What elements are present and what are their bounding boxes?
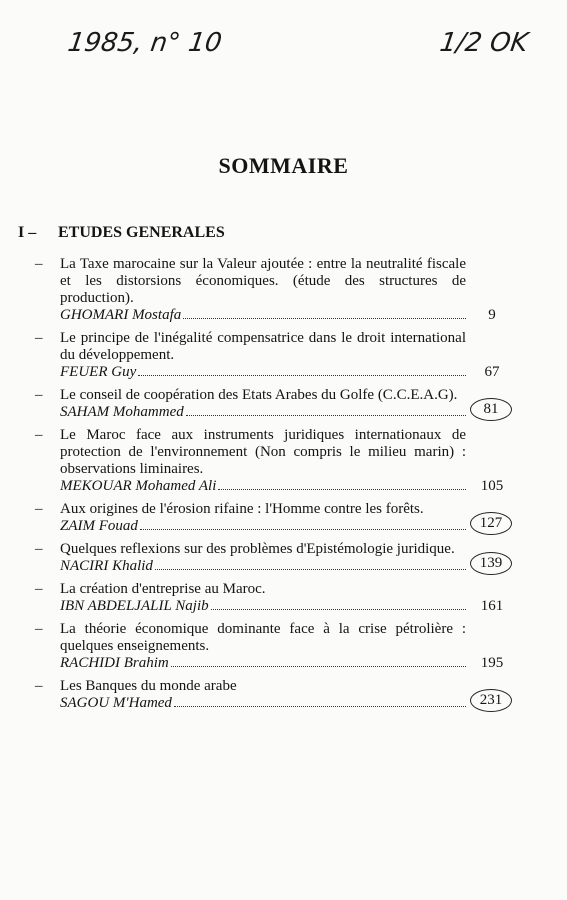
entry-title: Quelques reflexions sur des problèmes d'Epistémologie juridique. bbox=[60, 541, 455, 557]
dot-leader bbox=[138, 375, 466, 376]
toc-entry bbox=[35, 621, 504, 672]
entry-author-line bbox=[60, 307, 466, 324]
entry-title: Aux origines de l'érosion rifaine : l'Homme contre les forêts. bbox=[60, 501, 424, 517]
dot-leader bbox=[171, 666, 466, 667]
page-title: SOMMAIRE bbox=[218, 153, 349, 178]
entry-author: SAHAM Mohammed bbox=[60, 404, 184, 420]
entry-author: NACIRI Khalid bbox=[60, 558, 153, 574]
entry-author: IBN ABDELJALIL Najib bbox=[60, 598, 209, 614]
entry-dash: – bbox=[35, 541, 43, 557]
entry-title: La théorie économique dominante face à la crise pétrolière : quelques enseignements. bbox=[60, 621, 466, 654]
entry-dash: – bbox=[35, 427, 43, 443]
entry-author-line bbox=[60, 598, 466, 615]
entry-author: SAGOU M'Hamed bbox=[60, 695, 172, 711]
dot-leader bbox=[174, 706, 466, 707]
entry-title: La Taxe marocaine sur la Valeur ajoutée : entre la neutralité fiscale et les distorsions économiques. (étude des structures de production). bbox=[60, 256, 466, 306]
entry-author-line bbox=[60, 558, 466, 575]
entry-page: 9 bbox=[488, 307, 496, 323]
entry-author: GHOMARI Mostafa bbox=[60, 307, 182, 323]
entry-page: 127 bbox=[470, 512, 512, 535]
entry-author: MEKOUAR Mohamed Ali bbox=[60, 478, 217, 494]
dot-leader bbox=[183, 318, 466, 319]
dot-leader bbox=[211, 609, 466, 610]
entry-dash: – bbox=[35, 387, 43, 403]
handwritten-issue-note: 1985, n° 10 bbox=[65, 28, 224, 58]
entry-author: RACHIDI Brahim bbox=[60, 655, 169, 671]
toc-entry bbox=[35, 581, 504, 615]
entry-author-line bbox=[60, 695, 466, 712]
dot-leader bbox=[155, 569, 466, 570]
toc-entry bbox=[35, 541, 503, 575]
entry-title: Les Banques du monde arabe bbox=[60, 678, 237, 694]
handwritten-check-note: 1/2 OK bbox=[437, 28, 530, 58]
entry-author-line bbox=[60, 655, 466, 672]
entry-author-line bbox=[60, 364, 466, 381]
entry-page: 195 bbox=[480, 655, 504, 671]
section-title: ETUDES GENERALES bbox=[58, 224, 225, 241]
entry-dash: – bbox=[35, 330, 43, 346]
toc-entry bbox=[35, 427, 504, 495]
entry-page: 81 bbox=[470, 398, 512, 421]
toc-entry bbox=[35, 330, 500, 381]
entry-dash: – bbox=[35, 501, 43, 517]
entry-title: La création d'entreprise au Maroc. bbox=[60, 581, 266, 597]
entry-title: Le principe de l'inégalité compensatrice dans le droit international du développement. bbox=[60, 330, 466, 363]
entry-dash: – bbox=[35, 581, 43, 597]
entry-author-line bbox=[60, 518, 466, 535]
entry-page: 67 bbox=[484, 364, 500, 380]
section-heading bbox=[18, 224, 225, 242]
entry-page: 139 bbox=[470, 552, 512, 575]
table-of-contents bbox=[0, 256, 567, 718]
toc-entry bbox=[35, 256, 496, 324]
toc-entry bbox=[35, 501, 503, 535]
section-number: I – bbox=[18, 224, 37, 241]
dot-leader bbox=[140, 529, 466, 530]
entry-page: 161 bbox=[480, 598, 504, 614]
entry-author: ZAIM Fouad bbox=[60, 518, 138, 534]
entry-author: FEUER Guy bbox=[60, 364, 137, 380]
entry-title: Le Maroc face aux instruments juridiques internationaux de protection de l'environnement (Non compris le milieu marin) : observations liminaires. bbox=[60, 427, 466, 477]
entry-dash: – bbox=[35, 678, 43, 694]
entry-title: Le conseil de coopération des Etats Arabes du Golfe (C.C.E.A.G). bbox=[60, 387, 458, 403]
dot-leader bbox=[186, 415, 466, 416]
entry-author-line bbox=[60, 404, 466, 421]
entry-author-line bbox=[60, 478, 466, 495]
entry-page: 105 bbox=[480, 478, 504, 494]
dot-leader bbox=[218, 489, 466, 490]
toc-entry bbox=[35, 678, 503, 712]
entry-page: 231 bbox=[470, 689, 512, 712]
entry-dash: – bbox=[35, 621, 43, 637]
toc-entry bbox=[35, 387, 499, 421]
entry-dash: – bbox=[35, 256, 43, 272]
